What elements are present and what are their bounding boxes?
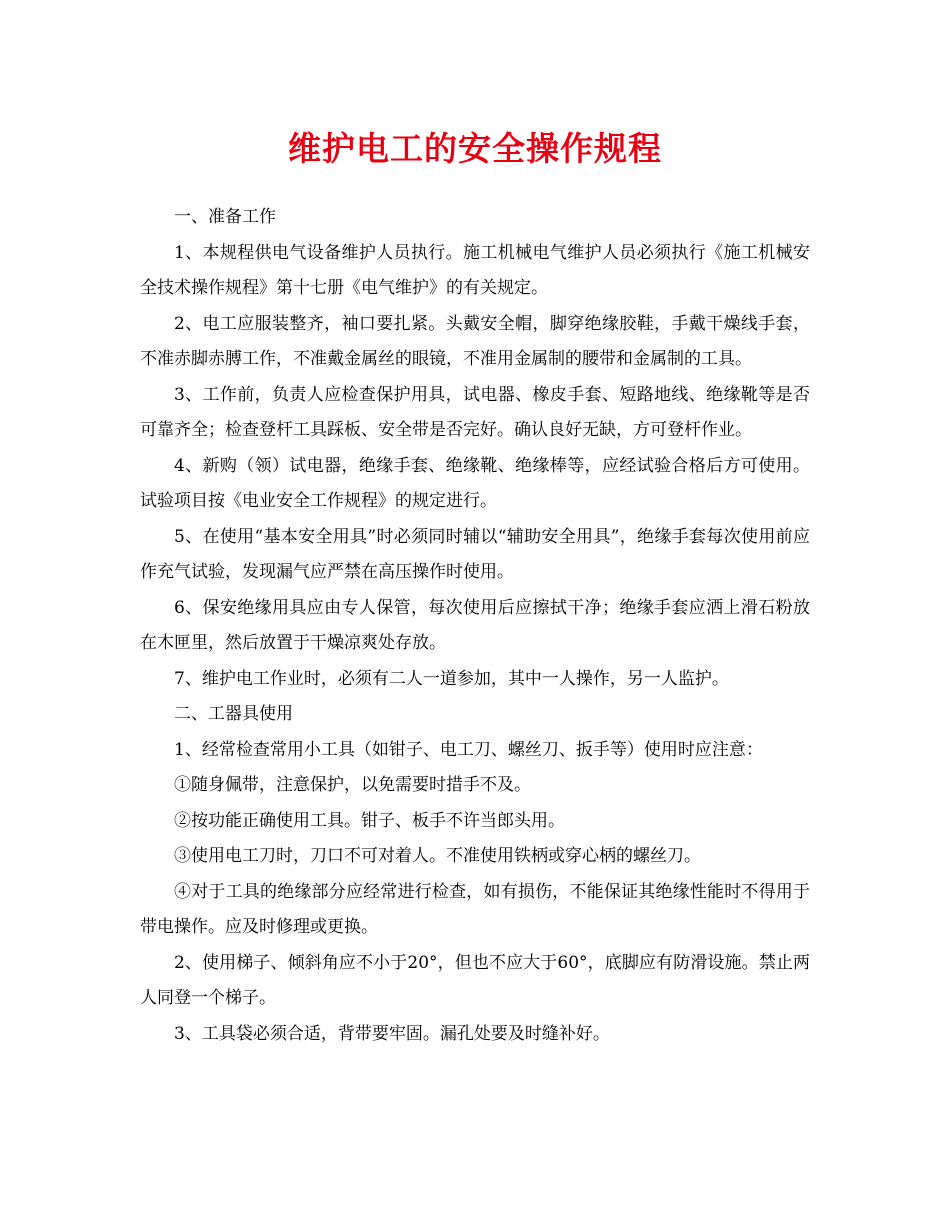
sub-item: ③使用电工刀时，刀口不可对着人。不准使用铁柄或穿心柄的螺丝刀。 bbox=[174, 846, 701, 866]
document-title: 维护电工的安全操作规程 bbox=[288, 129, 662, 168]
paragraph-item: 7、维护电工作业时，必须有二人一道参加，其中一人操作，另一人监护。 bbox=[174, 668, 729, 689]
paragraph-item: 6、保安绝缘用具应由专人保管，每次使用后应擦拭干净；绝缘手套应洒上滑石粉放在木匣里，然后放置于干燥凉爽处存放。 bbox=[140, 597, 810, 653]
paragraph-item: 4、新购（领）试电器，绝缘手套、绝缘靴、绝缘棒等，应经试验合格后方可使用。试验项目按《电业安全工作规程》的规定进行。 bbox=[140, 455, 810, 511]
paragraph-item: 3、工具袋必须合适，背带要牢固。漏孔处要及时缝补好。 bbox=[174, 1023, 610, 1044]
sub-item: ①随身佩带，注意保护，以免需要时措手不及。 bbox=[174, 775, 531, 795]
document-body bbox=[140, 200, 810, 1052]
paragraph-item: 5、在使用“基本安全用具”时必须同时辅以“辅助安全用具”，绝缘手套每次使用前应作充气试验，发现漏气应严禁在高压操作时使用。 bbox=[140, 526, 810, 582]
paragraph-item: 1、本规程供电气设备维护人员执行。施工机械电气维护人员必须执行《施工机械安全技术操作规程》第十七册《电气维护》的有关规定。 bbox=[140, 242, 810, 298]
sub-item: ④对于工具的绝缘部分应经常进行检查，如有损伤，不能保证其绝缘性能时不得用于带电操作。应及时修理或更换。 bbox=[140, 881, 810, 937]
paragraph-item: 2、使用梯子、倾斜角应不小于20°，但也不应大于60°，底脚应有防滑设施。禁止两人同登一个梯子。 bbox=[140, 952, 810, 1008]
paragraph-item: 3、工作前，负责人应检查保护用具，试电器、橡皮手套、短路地线、绝缘靴等是否可靠齐全；检查登杆工具踩板、安全带是否完好。确认良好无缺，方可登杆作业。 bbox=[140, 384, 810, 440]
sub-item: ②按功能正确使用工具。钳子、板手不许当郎头用。 bbox=[174, 810, 565, 831]
section-heading-preparation: 一、准备工作 bbox=[174, 207, 276, 227]
paragraph-item: 2、电工应服装整齐，袖口要扎紧。头戴安全帽，脚穿绝缘胶鞋，手戴干燥线手套，不准赤脚赤膊工作，不准戴金属丝的眼镜，不准用金属制的腰带和金属制的工具。 bbox=[140, 313, 810, 369]
paragraph-item: 1、经常检查常用小工具（如钳子、电工刀、螺丝刀、扳手等）使用时应注意： bbox=[174, 739, 763, 760]
section-heading-tools: 二、工器具使用 bbox=[174, 704, 293, 724]
